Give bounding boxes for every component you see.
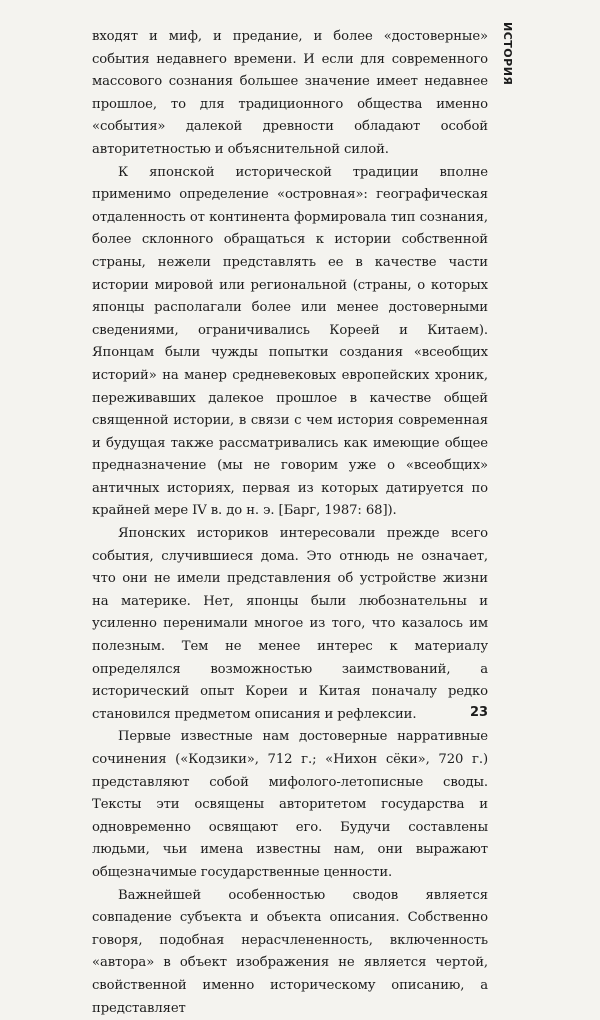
body-text bbox=[92, 26, 488, 1020]
paragraph-2: К японской исторической традиции вполне применимо определение «островная»: географическая отдаленность от континента формировала тип сознания, более склонного обращаться к истории собственной страны, нежели представлять ее в качестве части истории мировой или региональной (страны, о которых японцы располагали более или менее достоверными сведениями, ограничивались Кореей и Китаем). Японцам были чужды попытки создания «всеобщих историй» на манер средневековых европейских хроник, переживавших далекое прошлое в качестве общей священной истории, в связи с чем история современная и будущая также рассматривались как имеющие общее предназначение (мы не говорим уже о «всеобщих» античных историях, первая из которых датируется по крайней мере IV в. до н. э. [Барг, 1987: 68]). bbox=[92, 164, 488, 519]
paragraph-3: Японских историков интересовали прежде всего события, случившиеся дома. Это отнюдь не означает, что они не имели представления об устройстве жизни на материке. Нет, японцы были любознательны и усиленно перенимали многое из того, что казалось им полезным. Тем не менее интерес к материалу определялся возможностью заимствований, а исторический опыт Кореи и Китая поначалу редко становился предметом описания и рефлексии. bbox=[92, 526, 488, 722]
paragraph-4: Первые известные нам достоверные нарративные сочинения («Кодзики», 712 г.; «Нихон сёки», 720 г.) представляют собой мифолого-летописные своды. Тексты эти освящены авторитетом государства и одновременно освящают его. Будучи составлены людьми, чьи имена известны нам, они выражают общезначимые государственные ценности. bbox=[92, 729, 488, 880]
paragraph-1: входят и миф, и предание, и более «достоверные» события недавнего времени. И если для современного массового сознания большее значение имеет недавнее прошлое, то для традиционного общества именно «события» далекой древности обладают особой авторитетностью и объяснительной силой. bbox=[92, 29, 488, 157]
page-number: 23 bbox=[470, 705, 489, 720]
paragraph-5: Важнейшей особенностью сводов является совпадение субъекта и объекта описания. Собственно говоря, подобная нерасчлененность, включенность «автора» в объект изображения не является чертой, свойственной именно историческому описанию, а представляет bbox=[92, 887, 488, 1016]
running-head: ИСТОРИЯ bbox=[501, 22, 514, 86]
